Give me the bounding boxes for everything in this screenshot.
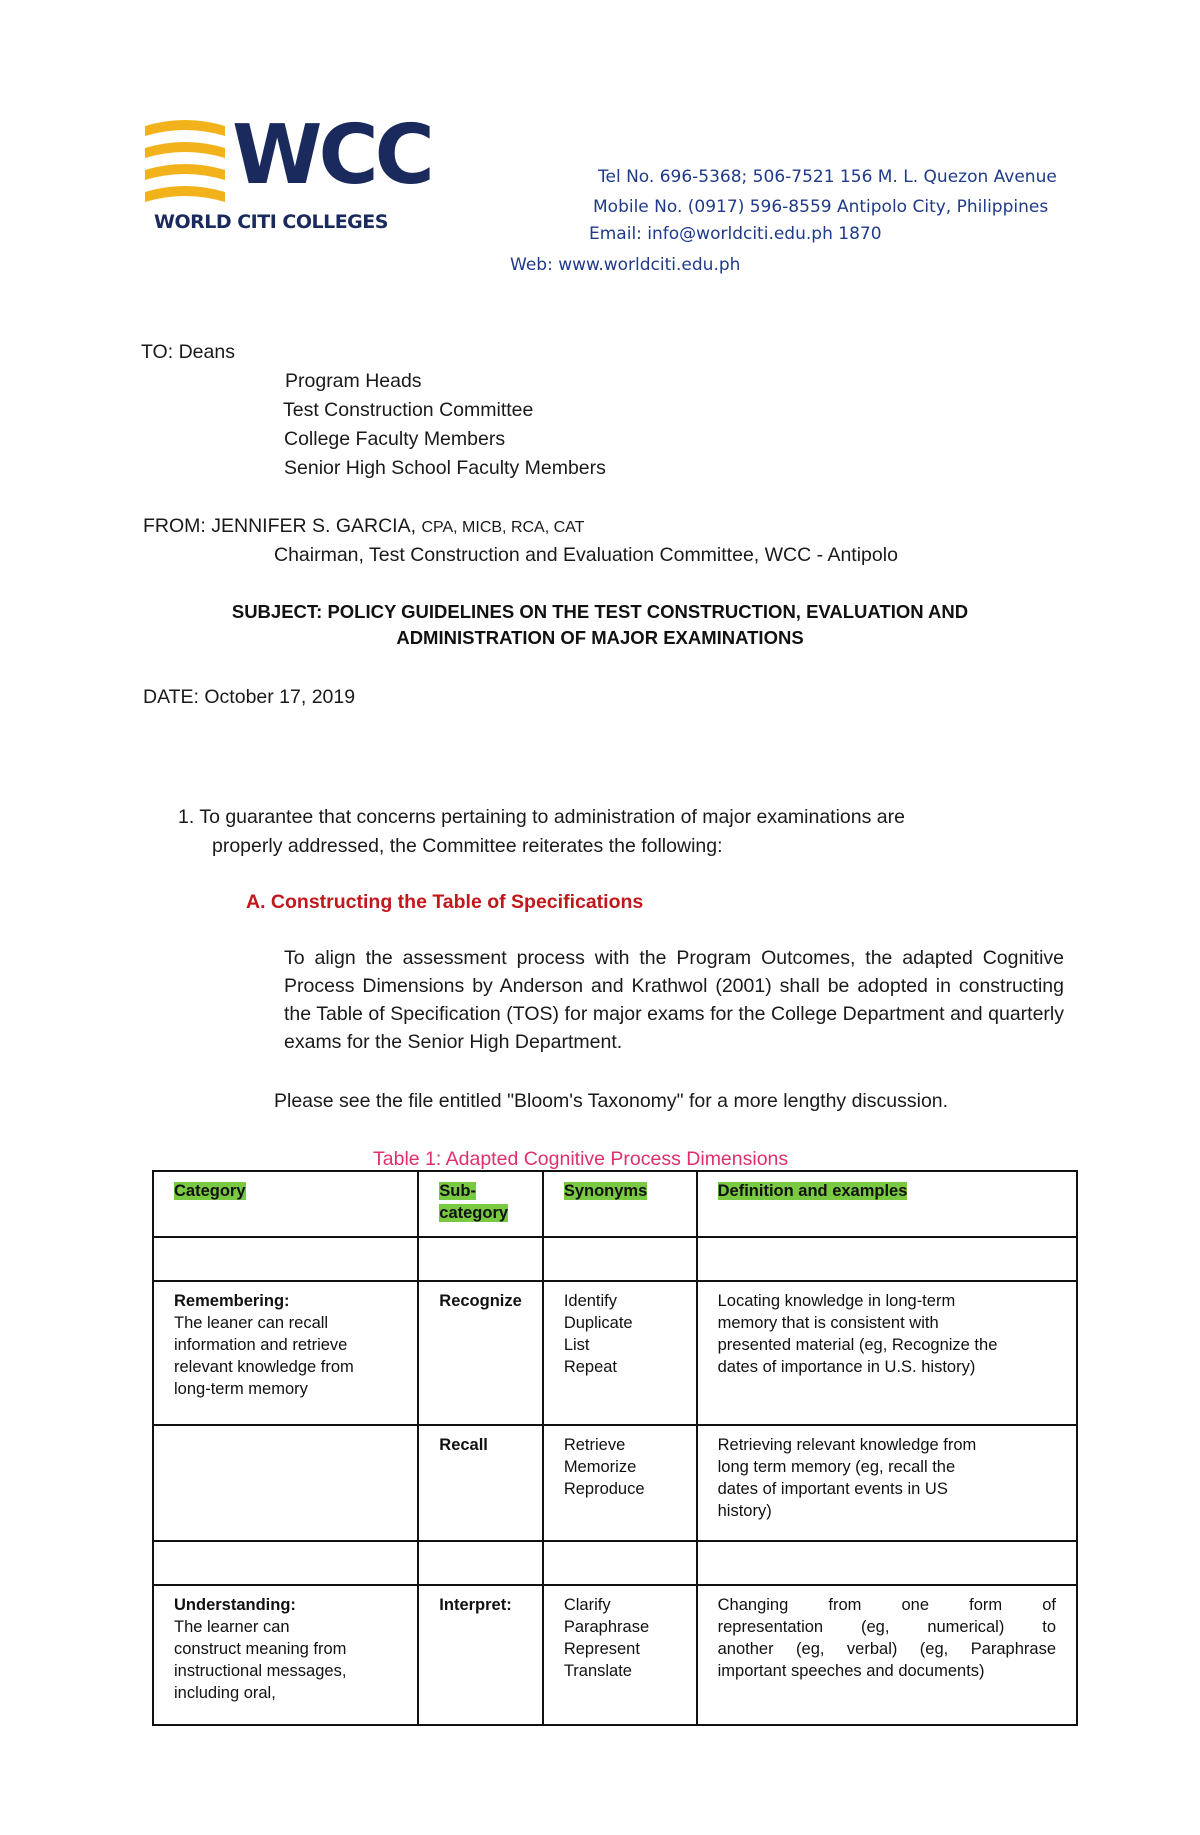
category-desc: The leaner can recall [174, 1314, 329, 1332]
synonym: Memorize [563, 1458, 637, 1476]
section-paragraph: To align the assessment process with the Program Outcomes, the adapted Cognitive Process Dimensions by Anderson and Krathwol (2001) shall be adopted in constructing the Table of Specification (TOS) for major exams for the College Department and quarterly exams for the Senior High Department. [284, 947, 1064, 1053]
table-row-empty [153, 1541, 1077, 1585]
header-cell [418, 1171, 543, 1237]
synonym: Reproduce [563, 1480, 645, 1498]
definition-line: dates of important events in US [717, 1480, 948, 1498]
category-desc: long-term memory [174, 1380, 308, 1398]
subcategory-cell [418, 1585, 543, 1725]
to-label: TO: [141, 341, 174, 363]
category-desc: The learner can [174, 1618, 290, 1636]
synonym: Repeat [563, 1358, 618, 1376]
from-title: Chairman, Test Construction and Evaluation Committee, WCC - Antipolo [274, 544, 898, 566]
table-header-row [153, 1171, 1077, 1237]
definition-cell [697, 1425, 1077, 1541]
to-recipient: Program Heads [285, 370, 422, 392]
logo [140, 108, 431, 242]
definition-line: important speeches and documents) [717, 1662, 985, 1680]
item-1-line-1: 1. To guarantee that concerns pertaining to administration of major examinations are [178, 806, 905, 828]
from-credentials: CPA, MICB, RCA, CAT [421, 519, 585, 536]
header-definition: Definition and examples [717, 1182, 908, 1200]
category-cell [153, 1585, 418, 1725]
subcategory: Recognize [439, 1292, 522, 1310]
subcategory: Recall [439, 1436, 488, 1454]
definition-line: Locating knowledge in long-term [717, 1292, 956, 1310]
subcategory-cell [418, 1281, 543, 1425]
synonyms-cell [543, 1585, 697, 1725]
definition-line: dates of importance in U.S. history) [717, 1358, 976, 1376]
definition-line: presented material (eg, Recognize the [717, 1336, 998, 1354]
section-heading: A. Constructing the Table of Specifications [246, 891, 644, 913]
synonym: Translate [563, 1662, 632, 1680]
definition-line: Changing from one form of [717, 1596, 1056, 1614]
definition-line: representation (eg, numerical) to [717, 1618, 1056, 1636]
definition-cell [697, 1281, 1077, 1425]
to-recipient: Deans [178, 341, 235, 363]
definition-line: long term memory (eg, recall the [717, 1458, 956, 1476]
category-desc: including oral, [174, 1684, 276, 1702]
logo-name: WORLD CITI COLLEGES [154, 211, 388, 233]
item-1-line-2: properly addressed, the Committee reiterates the following: [212, 835, 723, 857]
table-row [153, 1281, 1077, 1425]
category-desc: relevant knowledge from [174, 1358, 354, 1376]
synonym: Retrieve [563, 1436, 626, 1454]
subject-line-1: SUBJECT: POLICY GUIDELINES ON THE TEST CONSTRUCTION, EVALUATION AND [231, 601, 969, 622]
table-row [153, 1425, 1077, 1541]
definition-line: memory that is consistent with [717, 1314, 939, 1332]
synonym: Clarify [563, 1596, 611, 1614]
category-cell [153, 1425, 418, 1541]
tos-table [152, 1170, 1078, 1726]
memo-to [141, 341, 235, 364]
category-cell [153, 1281, 418, 1425]
header-cell [543, 1171, 697, 1237]
header-synonyms: Synonyms [563, 1182, 648, 1200]
contact-email: Email: info@worldciti.edu.ph 1870 [589, 224, 882, 244]
header-cell [153, 1171, 418, 1237]
contact-web: Web: www.worldciti.edu.ph [510, 255, 741, 275]
header-subcategory: category [439, 1204, 509, 1222]
header-category: Category [174, 1182, 246, 1200]
logo-abbr: WCC [232, 108, 431, 203]
memo-date: DATE: October 17, 2019 [143, 686, 356, 708]
category-desc: information and retrieve [174, 1336, 348, 1354]
definition-line: Retrieving relevant knowledge from [717, 1436, 977, 1454]
definition-cell [697, 1585, 1077, 1725]
synonym: Identify [563, 1292, 618, 1310]
logo-swoosh-icon [140, 116, 230, 216]
category-title: Remembering: [174, 1292, 290, 1310]
subject-line-2: ADMINISTRATION OF MAJOR EXAMINATIONS [396, 627, 804, 648]
subcategory: Interpret: [439, 1596, 512, 1614]
table-row [153, 1585, 1077, 1725]
memo-from [143, 515, 584, 538]
header-subcategory: Sub- [439, 1182, 476, 1200]
contact-tel: Tel No. 696-5368; 506-7521 156 M. L. Quezon Avenue [598, 167, 1057, 187]
synonym: Represent [563, 1640, 640, 1658]
table-row-empty [153, 1237, 1077, 1281]
to-recipient: Test Construction Committee [283, 399, 534, 421]
category-desc: instructional messages, [174, 1662, 347, 1680]
header-cell [697, 1171, 1077, 1237]
synonym: Duplicate [563, 1314, 633, 1332]
synonym: Paraphrase [563, 1618, 650, 1636]
synonyms-cell [543, 1425, 697, 1541]
to-recipient: Senior High School Faculty Members [284, 457, 606, 479]
subcategory-cell [418, 1425, 543, 1541]
to-recipient: College Faculty Members [284, 428, 506, 450]
synonym: List [563, 1336, 590, 1354]
definition-line: another (eg, verbal) (eg, Paraphrase [717, 1640, 1056, 1658]
contact-mobile: Mobile No. (0917) 596-8559 Antipolo City, Philippines [593, 197, 1049, 217]
from-name: JENNIFER S. GARCIA, [211, 515, 417, 537]
synonyms-cell [543, 1281, 697, 1425]
section-note: Please see the file entitled "Bloom's Taxonomy" for a more lengthy discussion. [274, 1090, 949, 1112]
from-label: FROM: [143, 515, 206, 537]
category-title: Understanding: [174, 1596, 296, 1614]
category-desc: construct meaning from [174, 1640, 347, 1658]
table-caption: Table 1: Adapted Cognitive Process Dimensions [373, 1148, 789, 1170]
definition-line: history) [717, 1502, 772, 1520]
